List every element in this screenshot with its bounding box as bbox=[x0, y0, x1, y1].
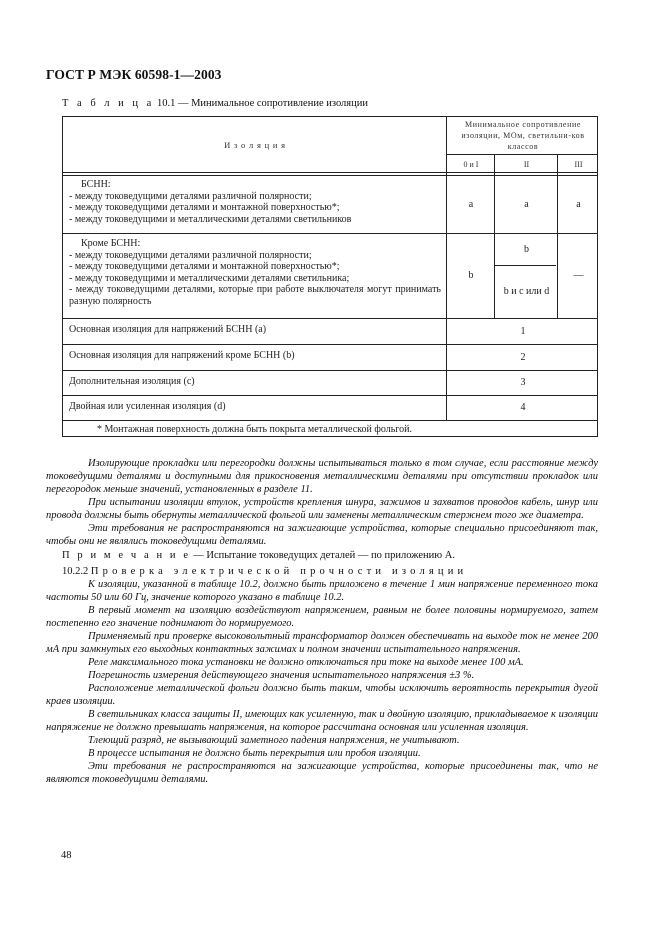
divider bbox=[447, 154, 597, 155]
paragraph: В светильниках класса защиты II, имеющих как усиленную, так и двойную изоляцию, прикладываемое к изоляции напряжение не должно превышать напряжения, на которое рассчитана основная или усиленная изоляция. bbox=[46, 709, 598, 733]
paragraph: Погрешность измерения действующего значения испытательного напряжения ±3 %. bbox=[88, 670, 475, 681]
row-item: - между токоведущими деталями и монтажной поверхностью*; bbox=[69, 202, 340, 213]
table-caption-prefix: Т а б л и ц а bbox=[62, 98, 155, 109]
header-class-ii: II bbox=[523, 159, 530, 169]
cell-value: b bbox=[524, 243, 529, 255]
table-caption-number: 10.1 bbox=[156, 98, 176, 109]
table-footnote: * Монтажная поверхность должна быть покрыта металлической фольгой. bbox=[97, 424, 412, 435]
row-item: - между токоведущими и металлическими деталями светильников bbox=[69, 213, 352, 225]
section-heading bbox=[46, 565, 598, 578]
row-item: - между токоведущими деталями различной полярности; bbox=[69, 249, 312, 261]
paragraph: К изоляции, указанной в таблице 10.2, должно быть приложено в течение 1 мин напряжение переменного тока частоты 50 или 60 Гц, значение которого указано в таблице 10.2. bbox=[46, 579, 598, 603]
divider bbox=[63, 172, 597, 173]
paragraph: В первый момент на изоляцию воздействуют напряжением, равным не более половины нормируемого, затем постепенно его значение поднимают до нормируемого. bbox=[46, 605, 598, 629]
legend-label: Дополнительная изоляция (c) bbox=[69, 376, 195, 387]
header-class-iii: III bbox=[574, 159, 583, 169]
header-min-resistance: Минимальное сопротивление изоляции, МОм, светильни-ков классов bbox=[461, 120, 585, 151]
note-text: — Испытание токоведущих деталей — по приложению А. bbox=[193, 550, 455, 561]
note-label: П р и м е ч а н и е bbox=[62, 550, 191, 561]
section-title: Проверка электрической прочности изоляции bbox=[90, 566, 468, 577]
row-item: - между токоведущими деталями различной полярности; bbox=[69, 190, 312, 202]
row-item: - между токоведущими и металлическими деталями светильника; bbox=[69, 272, 350, 284]
row-item: - между токоведущими деталями, которые при работе выключателя могут принимать разную полярность bbox=[69, 284, 441, 307]
paragraph: Эти требования не распространяются на зажигающие устройства, которые специально присоединяют так, чтобы они не являлись токоведущими деталями. bbox=[46, 523, 598, 547]
table-caption bbox=[62, 98, 368, 109]
legend-label: Основная изоляция для напряжений кроме БСНН (b) bbox=[69, 350, 295, 361]
insulation-resistance-table bbox=[62, 116, 598, 437]
row-title: Кроме БСНН: bbox=[81, 238, 141, 249]
legend-value: 1 bbox=[520, 325, 526, 337]
page-number: 48 bbox=[61, 850, 72, 861]
legend-label: Основная изоляция для напряжений БСНН (a) bbox=[69, 324, 267, 335]
note bbox=[46, 549, 598, 562]
paragraph: Применяемый при проверке высоковольтный трансформатор должен обеспечивать на выходе ток не менее 200 мА при замкнутых его выходных контактных зажимах и полном значении испытательного напряжения. bbox=[46, 631, 598, 655]
paragraph: Реле максимального тока установки не должно отключаться при токе на выходе менее 100 мА. bbox=[88, 657, 524, 668]
cell-value: b bbox=[468, 270, 474, 281]
header-class-0-i: 0 и I bbox=[463, 159, 479, 169]
divider bbox=[63, 420, 597, 421]
body-text bbox=[46, 457, 598, 786]
cell-value: a bbox=[576, 198, 581, 210]
legend-value: 2 bbox=[520, 351, 526, 363]
cell-value: b и c или d bbox=[503, 286, 550, 297]
cell-value: a bbox=[468, 198, 474, 210]
paragraph: При испытании изоляции втулок, устройств крепления шнура, зажимов и захватов проводов кабель, шнур или провода должны быть обернуты металлической фольгой или заменены металлическим стержнем того же диаметра. bbox=[46, 497, 598, 521]
legend-label: Двойная или усиленная изоляция (d) bbox=[69, 401, 226, 412]
paragraph: Изолирующие прокладки или перегородки должны испытываться только в том случае, если расстояние между токоведущими деталями и доступными для прикосновения металлическими деталями при отсутствии прокладок или перегородок меньше значений, установленных в разделе 11. bbox=[46, 458, 598, 495]
paragraph: Эти требования не распространяются на зажигающие устройства, которые присоединены так, что не являются токоведущими деталями. bbox=[46, 761, 598, 785]
header-insulation: И з о л я ц и я bbox=[224, 140, 286, 150]
table-row bbox=[69, 179, 441, 225]
row-item: - между токоведущими деталями и монтажной поверхностью*; bbox=[69, 261, 340, 272]
section-number: 10.2.2 bbox=[62, 566, 89, 577]
paragraph: Расположение металлической фольги должно быть таким, чтобы исключить вероятность перекрытия дугой краев изоляции. bbox=[46, 683, 598, 707]
cell-value: — bbox=[573, 270, 584, 281]
paragraph: Тлеющий разряд, не вызывающий заметного падения напряжения, не учитывают. bbox=[88, 735, 460, 746]
cell-value: a bbox=[524, 198, 529, 210]
legend-value: 3 bbox=[520, 377, 526, 388]
paragraph: В процессе испытания не должно быть перекрытия или пробоя изоляции. bbox=[88, 748, 421, 759]
document-header: ГОСТ Р МЭК 60598-1—2003 bbox=[46, 67, 222, 82]
legend-value: 4 bbox=[520, 402, 526, 413]
table-row bbox=[69, 238, 441, 307]
row-title: БСНН: bbox=[81, 179, 111, 190]
table-caption-title: — Минимальное сопротивление изоляции bbox=[177, 98, 368, 109]
